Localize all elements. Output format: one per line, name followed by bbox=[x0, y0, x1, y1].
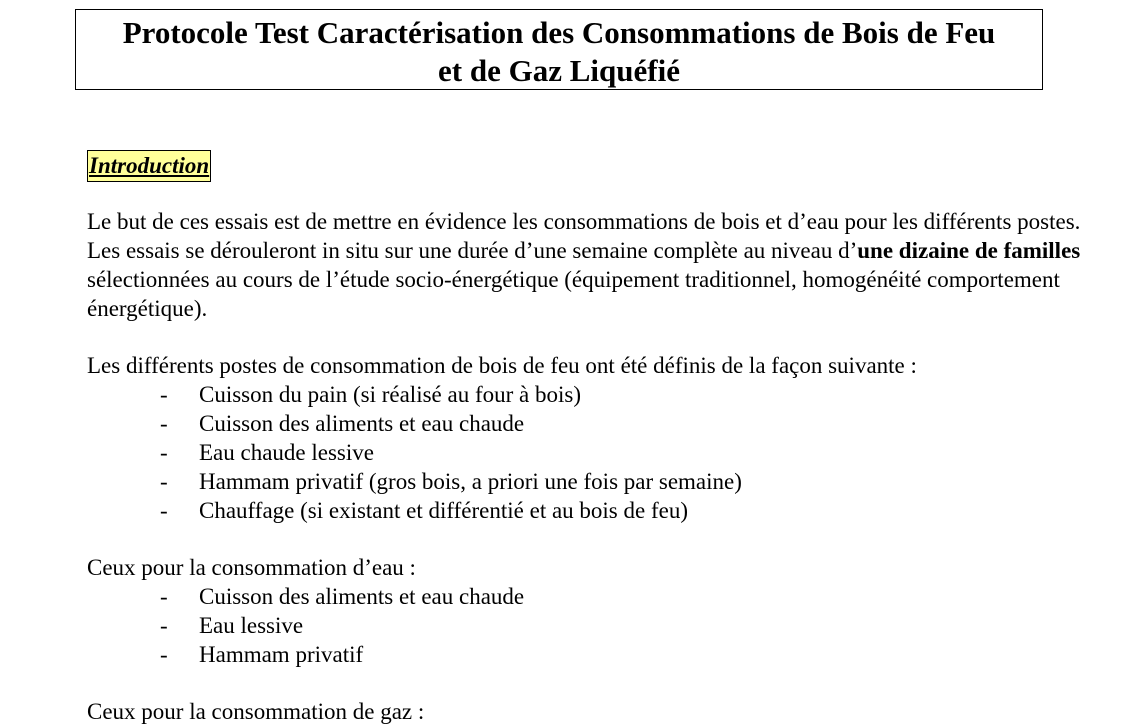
list-item bbox=[160, 611, 524, 640]
intro-text-part2: sélectionnées au cours de l’étude socio-énergétique (équipement traditionnel, homogénéité comportement énergétique). bbox=[87, 267, 1060, 321]
list-item-text: Chauffage (si existant et différentié et au bois de feu) bbox=[199, 498, 688, 523]
section-heading-introduction: Introduction bbox=[87, 150, 211, 182]
wood-consumption-list bbox=[160, 380, 742, 525]
list-item bbox=[160, 467, 742, 496]
list-item-text: Hammam privatif (gros bois, a priori une fois par semaine) bbox=[199, 469, 742, 494]
water-consumption-list bbox=[160, 582, 524, 669]
list-item-text: Cuisson des aliments et eau chaude bbox=[199, 584, 525, 609]
list-item bbox=[160, 640, 524, 669]
list-item-text: Eau lessive bbox=[199, 613, 304, 638]
bullet-dash: - bbox=[160, 498, 168, 523]
intro-text-part1: Le but de ces essais est de mettre en évidence les consommations de bois et d’eau pour les différents postes. Les essais se dérouleront in situ sur une durée d’une semaine complète au niveau d’ bbox=[87, 209, 1081, 263]
bullet-dash: - bbox=[160, 613, 168, 638]
title-line-1: Protocole Test Caractérisation des Consommations de Bois de Feu bbox=[122, 15, 996, 50]
gas-intro: Ceux pour la consommation de gaz : bbox=[87, 699, 425, 724]
list-item bbox=[160, 582, 524, 611]
bullet-dash: - bbox=[160, 440, 168, 465]
water-intro: Ceux pour la consommation d’eau : bbox=[87, 555, 416, 580]
intro-text-bold: une dizaine de familles bbox=[857, 238, 1081, 263]
intro-paragraph bbox=[87, 207, 1097, 323]
bullet-dash: - bbox=[160, 642, 168, 667]
list-item bbox=[160, 380, 742, 409]
title-line-2: et de Gaz Liquéfié bbox=[438, 53, 680, 88]
list-item bbox=[160, 409, 742, 438]
list-item-text: Hammam privatif bbox=[199, 642, 364, 667]
bullet-dash: - bbox=[160, 469, 168, 494]
bullet-dash: - bbox=[160, 584, 168, 609]
bullet-dash: - bbox=[160, 382, 168, 407]
list-item-text: Cuisson des aliments et eau chaude bbox=[199, 411, 525, 436]
list-item-text: Eau chaude lessive bbox=[199, 440, 374, 465]
list-item bbox=[160, 496, 742, 525]
list-item-text: Cuisson du pain (si réalisé au four à bois) bbox=[199, 382, 581, 407]
wood-intro: Les différents postes de consommation de bois de feu ont été définis de la façon suivante : bbox=[87, 353, 917, 378]
list-item bbox=[160, 438, 742, 467]
document-title bbox=[75, 9, 1043, 90]
bullet-dash: - bbox=[160, 411, 168, 436]
